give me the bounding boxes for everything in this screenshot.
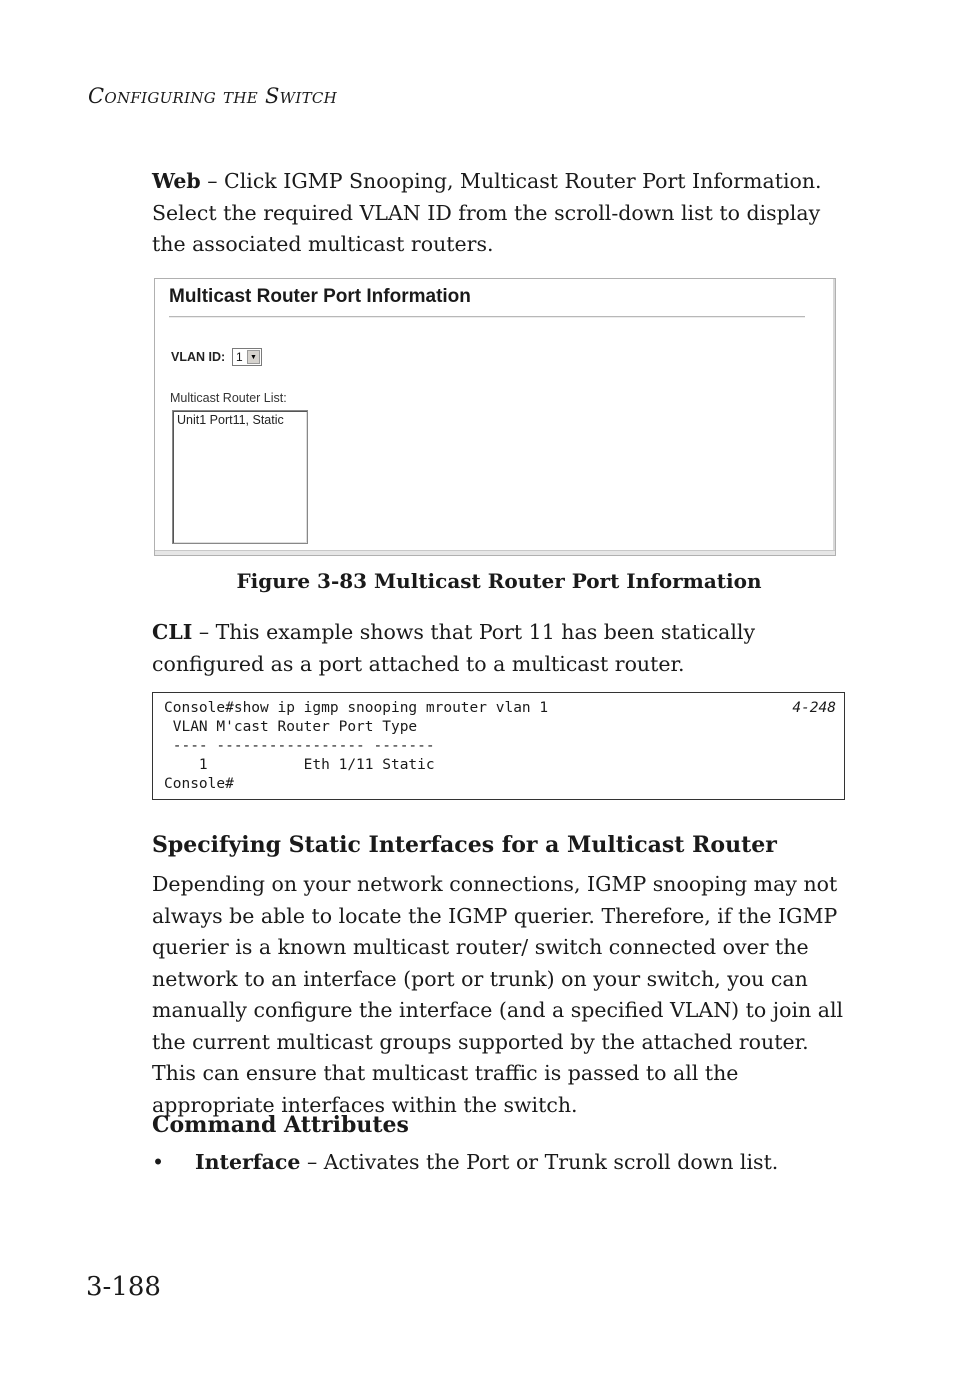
panel-title: Multicast Router Port Information bbox=[169, 286, 471, 307]
vlan-id-label: VLAN ID: bbox=[171, 350, 226, 364]
command-page-reference: 4-248 bbox=[792, 700, 836, 716]
list-item[interactable]: Unit1 Port11, Static bbox=[177, 413, 284, 427]
cli-text: – This example shows that Port 11 has been statically configured as a port attached to a multicast router. bbox=[152, 620, 756, 676]
section-heading-command-attributes: Command Attributes bbox=[152, 1112, 409, 1138]
attribute-term: Interface bbox=[195, 1150, 301, 1174]
cli-code-block bbox=[152, 692, 845, 800]
title-divider bbox=[169, 316, 805, 318]
bullet-marker: • bbox=[152, 1150, 165, 1174]
web-text: – Click IGMP Snooping, Multicast Router Port Information. Select the required VLAN ID from the scroll-down list to display the associated multicast routers. bbox=[152, 169, 822, 256]
static-interfaces-body: Depending on your network connections, IGMP snooping may not always be able to locate the IGMP querier. Therefore, if the IGMP querier is a known multicast router/ switch connected over the network to an interface (port or trunk) on your switch, you can manually configure the interface (and a specified VLAN) to join all the current multicast groups supported by the attached router. This can ensure that multicast traffic is passed to all the appropriate interfaces within the switch. bbox=[152, 872, 844, 1117]
vlan-id-value: 1 bbox=[236, 350, 243, 364]
web-lead: Web bbox=[152, 169, 201, 193]
multicast-router-list[interactable] bbox=[172, 410, 308, 544]
code-line: Console#show ip igmp snooping mrouter vlan 1 bbox=[164, 700, 549, 716]
cli-lead: CLI bbox=[152, 620, 193, 644]
router-list-label: Multicast Router List: bbox=[170, 391, 287, 405]
cli-description bbox=[152, 617, 848, 680]
section-heading-static-interfaces: Specifying Static Interfaces for a Multicast Router bbox=[152, 832, 777, 858]
code-line: Console# bbox=[164, 776, 234, 792]
running-header: Configuring the Switch bbox=[88, 84, 338, 108]
attribute-item bbox=[195, 1150, 845, 1174]
page-number: 3-188 bbox=[86, 1272, 161, 1302]
web-instructions bbox=[152, 166, 848, 261]
multicast-router-port-panel bbox=[154, 278, 836, 556]
attribute-description: – Activates the Port or Trunk scroll down list. bbox=[300, 1150, 779, 1174]
figure-caption: Figure 3-83 Multicast Router Port Information bbox=[236, 569, 762, 593]
vlan-id-select[interactable] bbox=[232, 348, 262, 366]
code-line: VLAN M'cast Router Port Type bbox=[164, 719, 418, 735]
code-line: 1 Eth 1/11 Static bbox=[164, 757, 435, 773]
code-line: ---- ----------------- ------- bbox=[164, 738, 435, 754]
chevron-down-icon[interactable]: ▼ bbox=[247, 350, 260, 364]
